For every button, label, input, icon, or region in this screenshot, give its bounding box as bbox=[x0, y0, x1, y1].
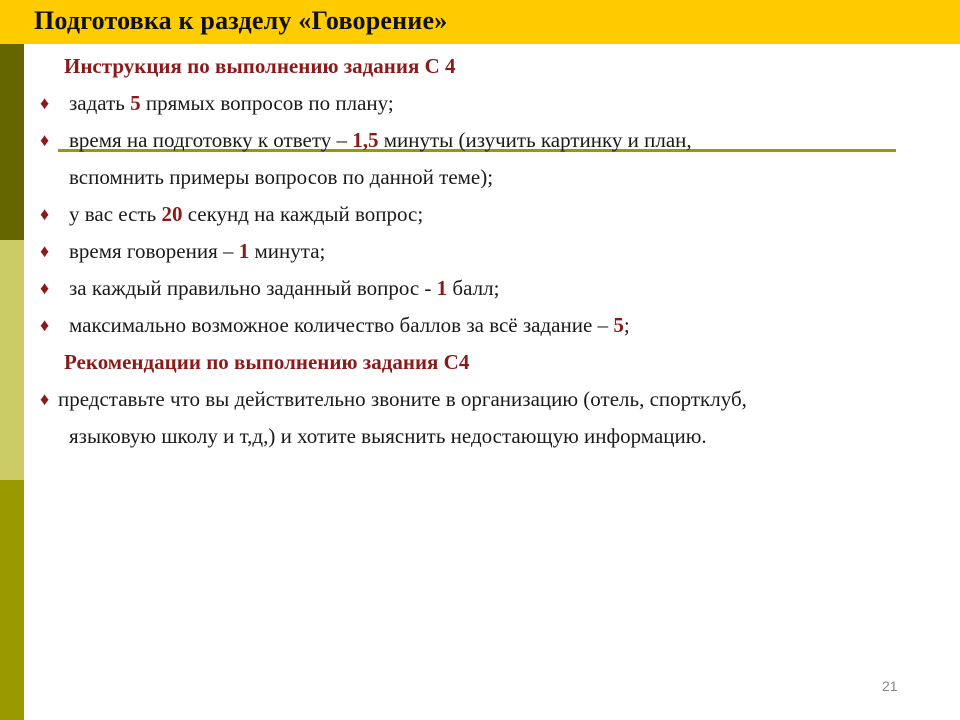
list-item-continuation: вспомнить примеры вопросов по данной теме); bbox=[69, 165, 494, 189]
list-item: ♦ за каждый правильно заданный вопрос - 1 балл; bbox=[40, 276, 500, 300]
highlight-number: 20 bbox=[161, 202, 183, 226]
list-item: ♦ задать 5 прямых вопросов по плану; bbox=[40, 91, 394, 115]
diamond-icon: ♦ bbox=[40, 389, 50, 409]
highlight-number: 5 bbox=[130, 91, 141, 115]
list-item: ♦ время говорения – 1 минута; bbox=[40, 239, 326, 263]
diamond-icon: ♦ bbox=[40, 130, 50, 150]
highlight-number: 1,5 bbox=[352, 128, 379, 152]
diamond-icon: ♦ bbox=[40, 278, 50, 298]
list-item: ♦ время на подготовку к ответу – 1,5 минуты (изучить картинку и план, bbox=[40, 128, 692, 152]
diamond-icon: ♦ bbox=[40, 204, 50, 224]
highlight-number: 1 bbox=[436, 276, 448, 300]
side-decor-middle bbox=[0, 240, 24, 480]
highlight-number: 5 bbox=[613, 313, 624, 337]
diamond-icon: ♦ bbox=[40, 93, 50, 113]
list-item: ♦ максимально возможное количество баллов за всё задание – 5; bbox=[40, 313, 630, 337]
diamond-icon: ♦ bbox=[40, 241, 50, 261]
side-decor-bottom bbox=[0, 480, 24, 720]
list-item-continuation: языковую школу и т,д,) и хотите выяснить недостающую информацию. bbox=[69, 424, 707, 448]
list-item: ♦ представьте что вы действительно звоните в организацию (отель, спортклуб, bbox=[40, 387, 747, 411]
list-item: ♦ у вас есть 20 секунд на каждый вопрос; bbox=[40, 202, 424, 226]
recommendations-heading: Рекомендации по выполнению задания С4 bbox=[64, 350, 470, 374]
page-number: 21 bbox=[882, 678, 898, 694]
diamond-icon: ♦ bbox=[40, 315, 50, 335]
instructions-heading: Инструкция по выполнению задания С 4 bbox=[64, 54, 456, 78]
side-decor-top bbox=[0, 44, 24, 240]
slide-content bbox=[40, 53, 950, 460]
slide-title: Подготовка к разделу «Говорение» bbox=[34, 6, 448, 35]
highlight-number: 1 bbox=[238, 239, 250, 263]
